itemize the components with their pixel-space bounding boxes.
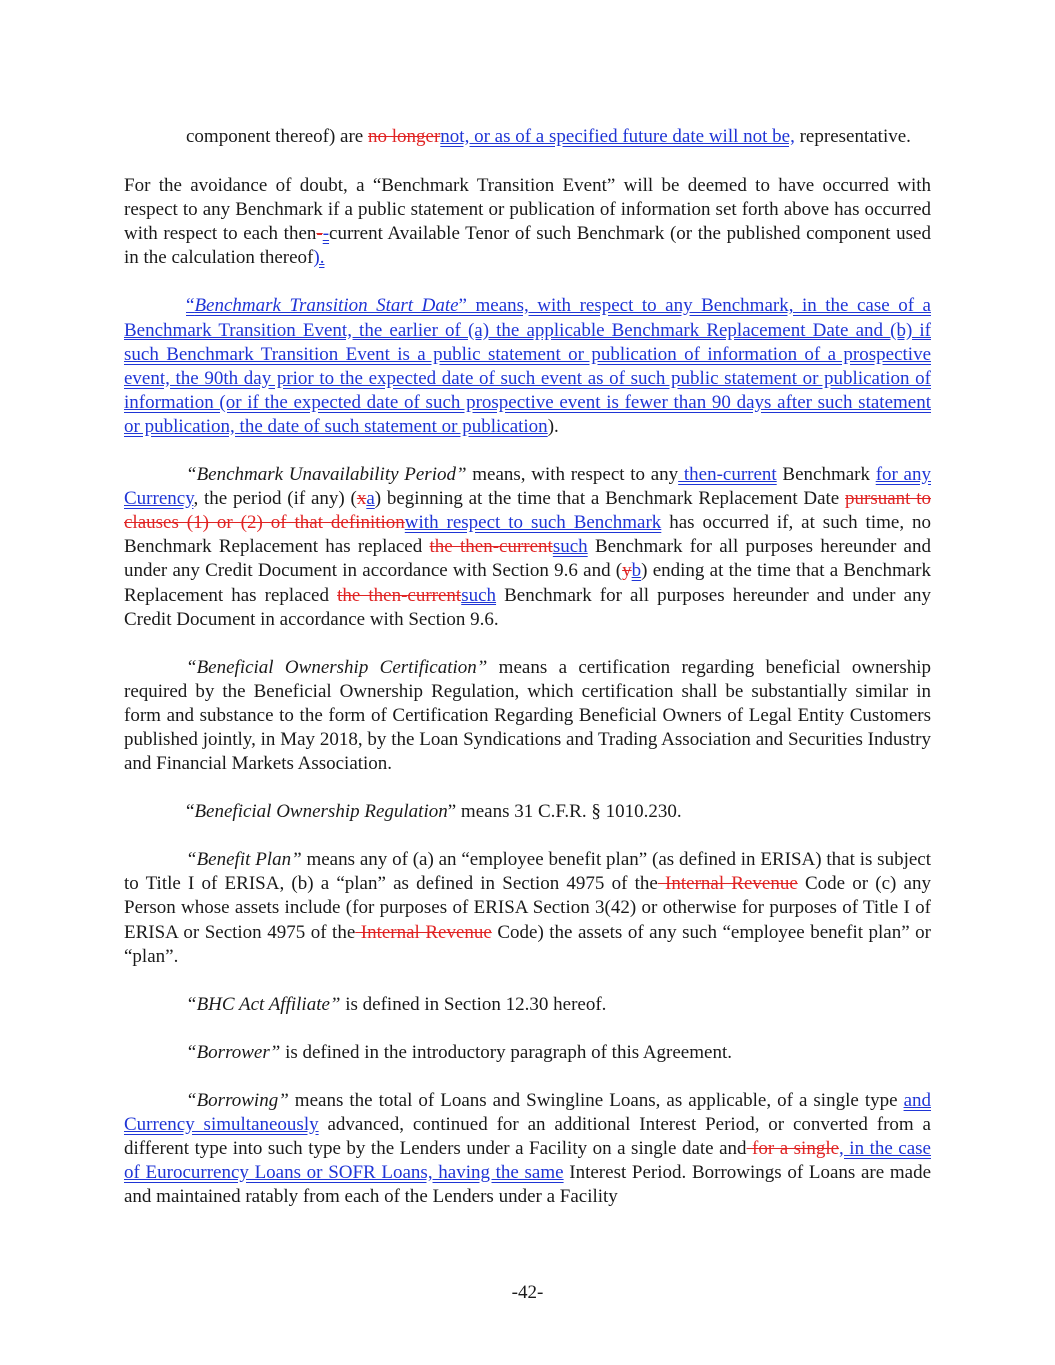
text-run: means, with respect to any [466,464,679,486]
inserted-text: “ [186,295,195,317]
deleted-text: Internal Revenue [355,921,492,943]
text-run: Benchmark for all purposes hereunder and under any Credit Document in accordance with Section 9.6. [124,584,932,630]
defined-term: “Benefit Plan” [186,849,302,871]
deleted-text: for a single [746,1138,840,1160]
paragraph-avoidance-of-doubt [124,174,931,270]
deleted-text: y [622,560,632,582]
deleted-text: - [316,223,323,245]
defined-term: Beneficial Ownership Regulation [194,801,448,823]
deleted-text: the then-current [337,584,462,606]
defined-term: “Borrower” [186,1041,281,1063]
page-number: -42- [511,1282,544,1303]
deleted-text: no longer [368,126,441,147]
text-run: is defined in Section 12.30 hereof. [340,993,607,1015]
definition-borrower [124,1041,931,1065]
text-run: is defined in the introductory paragraph of this Agreement. [280,1041,732,1063]
definition-borrowing [124,1089,931,1209]
definition-beneficial-ownership-certification [124,656,931,776]
text-run: ) ending at the time that a Benchmark Replacement has replaced [124,560,931,606]
text-run: advanced, continued for an additional Interest Period, or converted from a different type into such type by the Lenders under a Facility on a single date and [124,1114,931,1160]
inserted-text: a [366,488,375,510]
inserted-text: such [461,584,497,606]
inserted-text: b [631,560,642,582]
text-run: Benchmark [776,464,876,486]
text-run: Code) the assets of any such “employee benefit plan” or “plan”. [124,921,931,967]
inserted-text: ). [313,247,325,269]
inserted-text: then-current [678,464,777,486]
defined-term: “Beneficial Ownership Certification” [186,656,488,678]
inserted-text: with respect to such Benchmark [404,512,662,534]
inserted-text: ” means, with respect to any Benchmark, in the case of a Benchmark Transition Event, the earlier of (a) the applicable Benchmark Replacement Date and (b) if such Benchmark Transition Event is a public statement or publication of information of a prospective event, the 90th day prior to the expected date of such event as of such public statement or publication of information (or if the expected date of such prospective event is fewer than 90 days after such statement or publication, the date of such statement or publication [124,295,931,437]
defined-term: “Borrowing” [186,1089,289,1111]
inserted-text: , in the case of Eurocurrency Loans or SOFR Loans, having the same [124,1138,931,1184]
text-run: Code or (c) any Person whose assets include (for purposes of ERISA Section 3(42) or otherwise for purposes of Title I of ERISA or Section 4975 of the [124,873,931,943]
inserted-text: such [552,536,588,558]
defined-term: “Benchmark Unavailability Period” [186,464,467,486]
defined-term: Benchmark Transition Start Date [194,295,459,317]
defined-term: “BHC Act Affiliate” [186,993,341,1015]
text-run: has occurred if, at such time, no Benchmark Replacement has replaced [124,512,932,558]
deleted-text: pursuant to clauses (1) or (2) of that definition [124,488,931,534]
text-run: Benchmark for all purposes hereunder and under any Credit Document in accordance with Section 9.6 and ( [124,536,931,582]
text-run: ” means 31 C.F.R. § 1010.230. [447,801,682,823]
text-run: means the total of Loans and Swingline Loans, as applicable, of a single type [288,1089,904,1111]
definition-benchmark-unavailability-period [124,463,931,632]
paragraph-benchmark-transition-event-end [124,125,931,149]
inserted-text: - [322,223,330,245]
text-run: representative. [794,126,911,147]
definition-bhc-act-affiliate [124,993,931,1017]
text-run: ) beginning at the time that a Benchmark Replacement Date [374,488,845,510]
text-run: , the period (if any) ( [193,488,357,510]
text-run: ). [547,415,559,437]
deleted-text: the then-current [429,536,553,558]
inserted-text: not, or as of a specified future date will not be, [440,126,795,147]
text-run: For the avoidance of doubt, a “Benchmark Transition Event” will be deemed to have occurred with respect to any Benchmark if a public statement or publication of information set forth above has occurred with respect to each then [124,175,931,245]
text-run: Interest Period. Borrowings of Loans are made and maintained ratably from each of the Lenders under a Facility [124,1162,931,1208]
definition-beneficial-ownership-regulation [124,800,931,824]
text-run: “ [186,801,195,823]
text-run: means a certification regarding beneficial ownership required by the Beneficial Ownership Regulation, which certification shall be substantially similar in form and substance to the form of Certification Regarding Beneficial Owners of Legal Entity Customers published jointly, in May 2018, by the Loan Syndications and Trading Association and Securities Industry and Financial Markets Association. [124,656,931,775]
deleted-text: Internal Revenue [657,873,798,895]
deleted-text: x [356,488,367,510]
text-run: current Available Tenor of such Benchmark (or the published component used in the calculation thereof [124,223,931,269]
document-page [124,125,931,1209]
definition-benefit-plan [124,848,931,968]
text-run: means any of (a) an “employee benefit plan” (as defined in ERISA) that is subject to Title I of ERISA, (b) a “plan” as defined in Section 4975 of the [124,849,932,895]
inserted-text: and Currency simultaneously [124,1089,931,1135]
definition-benchmark-transition-start-date [124,294,931,439]
text-run: component thereof) are [186,126,368,147]
inserted-text: for any Currency [124,464,931,510]
